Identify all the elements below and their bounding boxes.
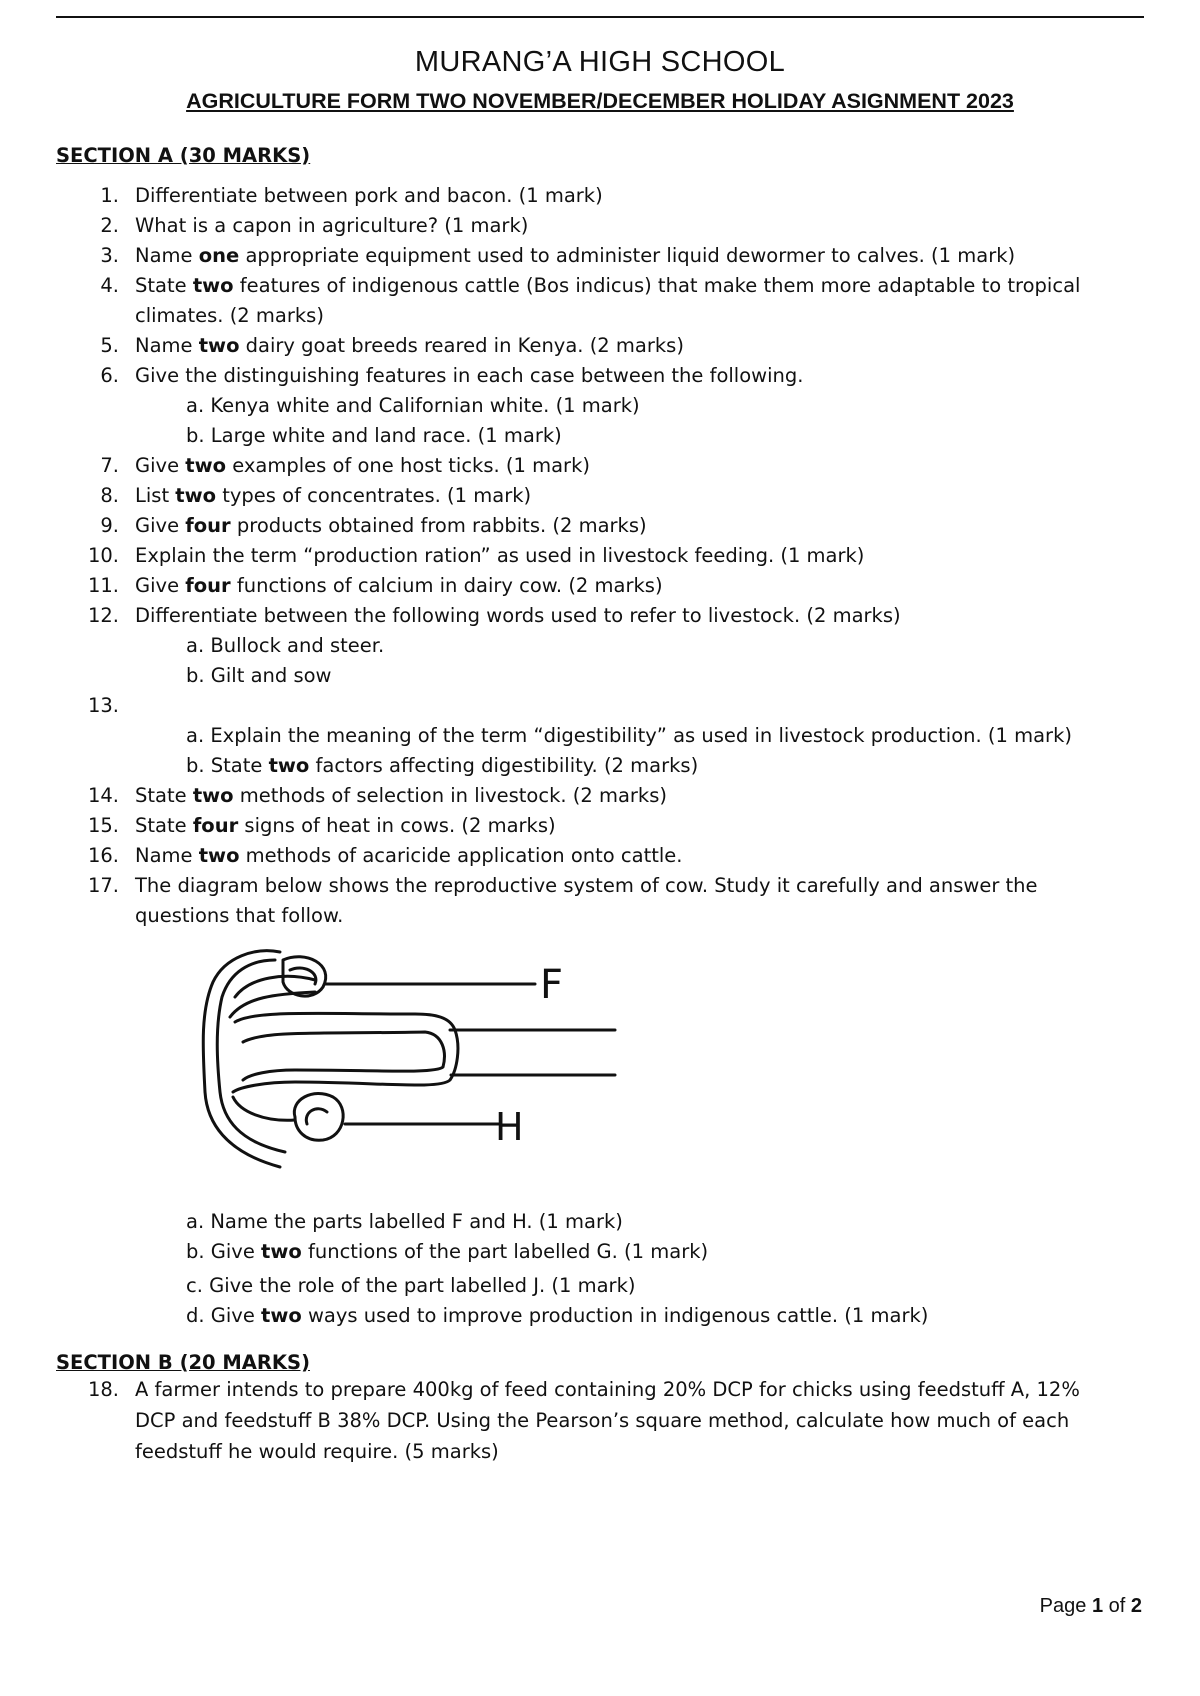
text-part: products obtained from rabbits. (2 marks) (230, 514, 647, 537)
text-part: methods of selection in livestock. (2 marks) (233, 784, 667, 807)
text-part: Give (135, 574, 186, 597)
of-word: of (1108, 1595, 1126, 1617)
question-number: 5. (100, 334, 119, 357)
text-part: ways used to improve production in indigenous cattle. (1 mark) (301, 1304, 929, 1327)
school-name: MURANG’A HIGH SCHOOL (414, 46, 786, 78)
text-part: examples of one host ticks. (1 mark) (226, 454, 590, 477)
emphasis: two (185, 454, 226, 477)
question-number: 13. (87, 694, 119, 717)
text-part: d. Give (186, 1304, 262, 1327)
section-a-heading: SECTION A (30 MARKS) (56, 144, 311, 167)
emphasis: two (261, 1240, 302, 1263)
sub-question-c: c. Give the role of the part labelled J. (1 mark) (186, 1274, 636, 1297)
section-b-heading: SECTION B (20 MARKS) (56, 1351, 310, 1374)
sub-question-b: b. Gilt and sow (186, 664, 332, 687)
text-part: functions of calcium in dairy cow. (2 marks) (230, 574, 663, 597)
question-number: 8. (100, 484, 119, 507)
page-total: 2 (1130, 1595, 1142, 1617)
sub-question-b (186, 1240, 708, 1263)
text-part: State (135, 814, 193, 837)
question-text (135, 844, 683, 867)
text-part: features of indigenous cattle (Bos indicus) that make them more adaptable to tropical (233, 274, 1081, 297)
text-part: types of concentrates. (1 mark) (216, 484, 532, 507)
question-text: Explain the term “production ration” as used in livestock feeding. (1 mark) (135, 544, 865, 567)
question-number: 11. (87, 574, 119, 597)
question-text (135, 334, 684, 357)
question-text (135, 814, 556, 837)
label-h: H (495, 1105, 524, 1149)
text-part: b. State (186, 754, 269, 777)
sub-question-d (186, 1304, 928, 1327)
text-part: State (135, 274, 193, 297)
text-part: signs of heat in cows. (2 marks) (238, 814, 556, 837)
question-number: 1. (100, 184, 119, 207)
question-number: 3. (100, 244, 119, 267)
page-footer (1040, 1595, 1142, 1618)
page-word: Page (1039, 1595, 1087, 1617)
text-part: appropriate equipment used to administer liquid dewormer to calves. (1 mark) (239, 244, 1016, 267)
question-text: Give the distinguishing features in each case between the following. (135, 364, 804, 387)
text-part: b. Give (186, 1240, 262, 1263)
question-number: 16. (87, 844, 119, 867)
question-text: Differentiate between pork and bacon. (1 mark) (135, 184, 603, 207)
question-number: 18. (87, 1378, 119, 1401)
sub-question-b: b. Large white and land race. (1 mark) (186, 424, 562, 447)
top-rule (56, 16, 1144, 18)
text-part: dairy goat breeds reared in Kenya. (2 marks) (239, 334, 684, 357)
question-text: A farmer intends to prepare 400kg of feed containing 20% DCP for chicks using feedstuff A, 12% (135, 1378, 1080, 1401)
question-text (135, 274, 1080, 297)
question-text (135, 454, 590, 477)
text-part: Give (135, 514, 186, 537)
question-number: 4. (100, 274, 119, 297)
emphasis: two (268, 754, 310, 777)
label-f: F (540, 962, 564, 1008)
question-number: 9. (100, 514, 119, 537)
emphasis: four (192, 814, 239, 837)
text-part: Name (135, 844, 199, 867)
emphasis: two (198, 844, 240, 867)
text-part: Name (135, 244, 199, 267)
text-part: Name (135, 334, 199, 357)
text-part: methods of acaricide application onto cattle. (239, 844, 683, 867)
question-number: 2. (100, 214, 119, 237)
question-number: 15. (87, 814, 119, 837)
text-part: List (135, 484, 176, 507)
sub-question-b (186, 754, 698, 777)
emphasis: two (261, 1304, 302, 1327)
sub-question-a: a. Explain the meaning of the term “digestibility” as used in livestock production. (1 mark) (186, 724, 1072, 747)
emphasis: four (185, 514, 231, 537)
question-text (135, 484, 531, 507)
question-text (135, 574, 663, 597)
question-text-continued: climates. (2 marks) (135, 304, 324, 327)
assignment-title: AGRICULTURE FORM TWO NOVEMBER/DECEMBER HOLIDAY ASIGNMENT 2023 (186, 89, 1014, 113)
question-number: 6. (100, 364, 119, 387)
emphasis: one (198, 244, 240, 267)
question-number: 12. (87, 604, 119, 627)
question-text: The diagram below shows the reproductive system of cow. Study it carefully and answer the (135, 874, 1038, 897)
question-text (135, 784, 667, 807)
text-part: factors affecting digestibility. (2 marks) (309, 754, 699, 777)
cow-reproductive-system-diagram (195, 942, 645, 1182)
question-text: Differentiate between the following words used to refer to livestock. (2 marks) (135, 604, 901, 627)
question-text-continued: feedstuff he would require. (5 marks) (135, 1440, 499, 1463)
question-number: 14. (87, 784, 119, 807)
question-text (135, 244, 1015, 267)
question-number: 10. (87, 544, 119, 567)
page-number: 1 (1091, 1595, 1104, 1617)
emphasis: two (192, 274, 234, 297)
question-text-continued: questions that follow. (135, 904, 344, 927)
sub-question-a: a. Kenya white and Californian white. (1 mark) (186, 394, 640, 417)
emphasis: four (185, 574, 231, 597)
text-part: State (135, 784, 193, 807)
sub-question-a: a. Name the parts labelled F and H. (1 mark) (186, 1210, 623, 1233)
emphasis: two (192, 784, 234, 807)
question-number: 17. (87, 874, 119, 897)
question-text: What is a capon in agriculture? (1 mark) (135, 214, 529, 237)
sub-question-a: a. Bullock and steer. (186, 634, 385, 657)
question-text (135, 514, 647, 537)
question-text-continued: DCP and feedstuff B 38% DCP. Using the Pearson’s square method, calculate how much of each (135, 1409, 1070, 1432)
question-number: 7. (100, 454, 119, 477)
emphasis: two (175, 484, 217, 507)
text-part: Give (135, 454, 186, 477)
emphasis: two (198, 334, 240, 357)
text-part: functions of the part labelled G. (1 mark) (301, 1240, 709, 1263)
